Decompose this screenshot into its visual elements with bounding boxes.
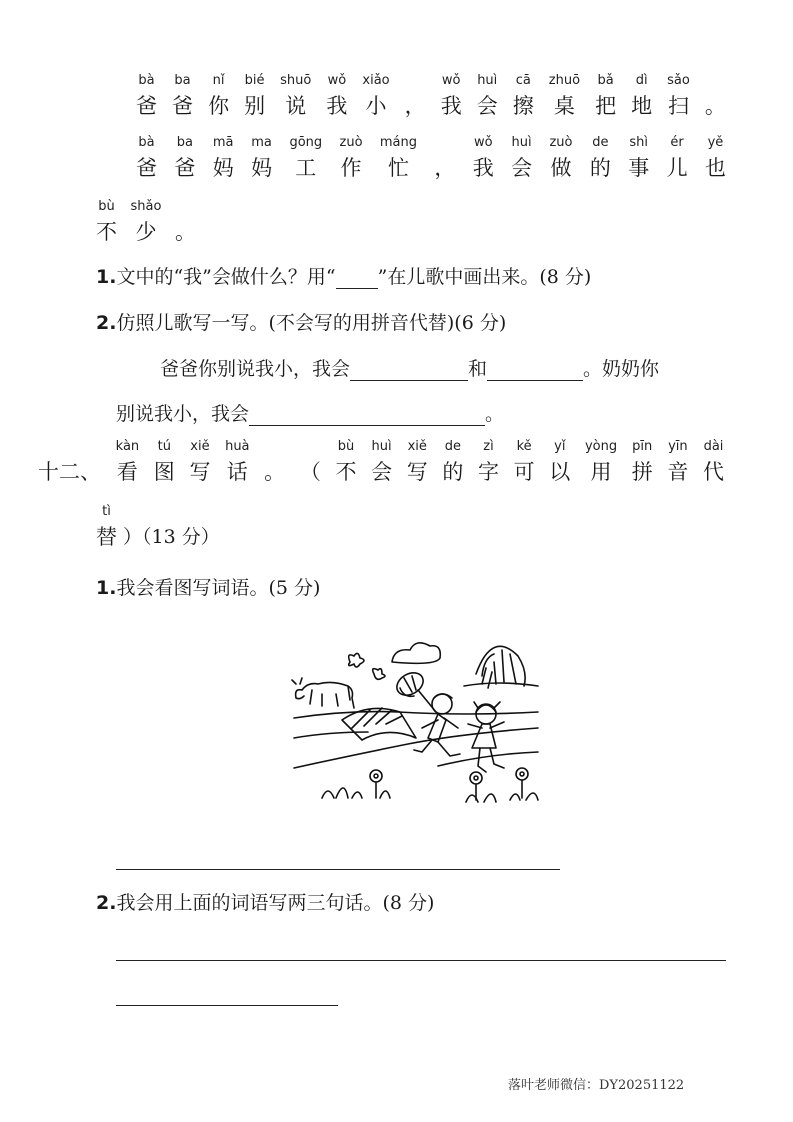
question-1: [96, 262, 591, 289]
character-cell: [380, 133, 417, 183]
character-cell: [405, 71, 426, 121]
hanzi: （: [299, 460, 321, 484]
character-cell: [513, 71, 534, 121]
pinyin: wǒ: [473, 135, 493, 150]
character-cell: [96, 197, 117, 247]
pinyin: tú: [157, 439, 171, 454]
hanzi: 擦: [512, 94, 534, 118]
hanzi: 的: [442, 460, 464, 484]
character-cell: [514, 437, 535, 487]
sub-question-1-text: 我会看图写词语。(5 分): [116, 577, 321, 599]
hanzi: 爸: [136, 156, 157, 180]
underline-sample: [336, 268, 378, 289]
character-cell: [172, 71, 193, 121]
pinyin: tì: [102, 504, 111, 519]
character-cell: [631, 71, 652, 121]
character-cell: [136, 133, 157, 183]
character-cell: [632, 437, 653, 487]
character-cell: [300, 437, 321, 487]
character-cell: [189, 437, 210, 487]
question-number: 2.: [96, 312, 117, 334]
pinyin: de: [592, 135, 609, 150]
hanzi: 妈: [212, 156, 234, 180]
character-cell: [174, 133, 195, 183]
hanzi: 爸: [136, 94, 157, 118]
character-cell: [38, 437, 101, 487]
pinyin: sǎo: [667, 73, 690, 88]
hanzi: 爸: [174, 156, 196, 180]
pinyin: bà: [138, 135, 155, 150]
pinyin: pīn: [632, 439, 653, 454]
pinyin: yòng: [584, 439, 618, 454]
hanzi: 会: [511, 156, 533, 180]
hanzi: 爸: [172, 94, 194, 118]
hanzi: ，: [434, 156, 456, 180]
character-cell: [585, 437, 617, 487]
hanzi: 会: [476, 94, 498, 118]
pinyin: bǎ: [597, 73, 614, 88]
hanzi: 。: [704, 94, 726, 118]
character-cell: [225, 437, 249, 487]
hanzi: 。: [264, 460, 286, 484]
hanzi: 拼: [631, 460, 653, 484]
pinyin: kàn: [115, 439, 140, 454]
pinyin: shuō: [280, 73, 312, 88]
character-cell: [511, 133, 532, 183]
character-cell: [362, 71, 389, 121]
question-number: 1.: [96, 577, 117, 599]
character-cell: [264, 437, 285, 487]
hanzi: 不: [96, 220, 117, 244]
question-1-text-b: ”在儿歌中画出来。(8 分): [377, 266, 592, 288]
pinyin: wǒ: [441, 73, 461, 88]
character-cell: [131, 197, 162, 247]
pinyin: zuò: [549, 135, 573, 150]
character-cell: [116, 437, 140, 487]
pinyin: xiě: [407, 439, 427, 454]
pinyin: xiǎo: [362, 73, 390, 88]
character-cell: [371, 437, 392, 487]
pinyin: bà: [138, 73, 155, 88]
pinyin: zì: [483, 439, 494, 454]
hanzi: 的: [589, 156, 611, 180]
hanzi: 图: [153, 460, 175, 484]
pinyin: zhuō: [548, 73, 581, 88]
pinyin: máng: [379, 135, 418, 150]
character-cell: [473, 133, 494, 183]
question-2: [96, 308, 506, 335]
pinyin: ér: [670, 135, 684, 150]
answer-blank-2[interactable]: [487, 360, 583, 381]
pinyin: nǐ: [212, 73, 225, 88]
character-cell: [335, 437, 356, 487]
hanzi: 我: [472, 156, 494, 180]
pinyin: huì: [477, 73, 498, 88]
pinyin: gōng: [289, 135, 323, 150]
fill-text-a: 爸爸你别说我小，我会: [160, 358, 351, 380]
pinyin: shǎo: [130, 199, 162, 214]
hanzi: 看: [116, 460, 138, 484]
character-cell: [705, 71, 726, 121]
character-cell: [549, 437, 570, 487]
hanzi: 儿: [666, 156, 688, 180]
hanzi: 代: [703, 460, 724, 484]
hanzi: 也: [704, 156, 726, 180]
character-cell: [705, 133, 726, 183]
pinyin: yě: [707, 135, 724, 150]
fill-line-1: [160, 354, 659, 381]
pinyin: bù: [337, 439, 355, 454]
poem-line-3: [96, 197, 196, 247]
hanzi: 音: [667, 460, 689, 484]
character-cell: [208, 71, 229, 121]
answer-blank-3[interactable]: [249, 405, 485, 426]
hanzi: 工: [295, 156, 317, 180]
hanzi: 你: [208, 94, 230, 118]
pinyin: ba: [174, 73, 191, 88]
fill-text-end: 。: [485, 403, 505, 425]
hanzi: 把: [595, 94, 617, 118]
character-cell: [595, 71, 616, 121]
pinyin: cā: [515, 73, 531, 88]
character-cell: [251, 133, 272, 183]
poem-line-2: [136, 133, 726, 183]
pinyin: xiě: [190, 439, 210, 454]
hanzi: 写: [406, 460, 428, 484]
character-cell: [549, 133, 572, 183]
hanzi: 做: [550, 156, 572, 180]
scene-illustration: [288, 628, 548, 808]
sub-question-2: [96, 888, 434, 915]
character-cell: [213, 133, 234, 183]
hanzi: 扫: [668, 94, 689, 118]
hanzi: 用: [590, 460, 612, 484]
pinyin: bié: [244, 73, 265, 88]
hanzi: 十二、: [38, 460, 101, 484]
hanzi: 别: [244, 94, 266, 118]
section-12-line-2: [96, 502, 220, 552]
fill-text-b: 。奶奶你: [583, 358, 660, 380]
question-1-text-a: 文中的“我”会做什么？用“: [116, 266, 336, 288]
answer-line-sentence-2[interactable]: [116, 1005, 338, 1006]
section-12-score: ）（13 分）: [123, 526, 220, 548]
fill-text-c: 别说我小，我会: [116, 403, 250, 425]
pinyin: ba: [176, 135, 193, 150]
hanzi: 可: [513, 460, 535, 484]
hanzi: 不: [335, 460, 357, 484]
section-12-line-1: [38, 437, 724, 487]
pinyin: dài: [703, 439, 724, 454]
sub-question-2-text: 我会用上面的词语写两三句话。(8 分): [116, 892, 435, 914]
pinyin: zuò: [339, 135, 363, 150]
character-cell: [549, 71, 580, 121]
character-cell: [628, 133, 649, 183]
character-cell: [326, 71, 347, 121]
poem-line-1: [136, 71, 726, 121]
hanzi: 少: [135, 220, 157, 244]
pinyin: bù: [98, 199, 115, 214]
hanzi: 我: [326, 94, 348, 118]
character-cell: [667, 71, 690, 121]
hanzi: 妈: [251, 156, 273, 180]
hanzi: 。: [175, 220, 196, 244]
hanzi: 事: [628, 156, 650, 180]
hanzi: 会: [371, 460, 393, 484]
character-cell: [280, 71, 311, 121]
answer-blank-1[interactable]: [350, 360, 468, 381]
character-cell: [434, 133, 455, 183]
pinyin: shì: [629, 135, 649, 150]
character-cell: [477, 71, 498, 121]
pinyin: huì: [371, 439, 392, 454]
character-cell: [590, 133, 611, 183]
question-number: 2.: [96, 892, 117, 914]
character-cell: [407, 437, 428, 487]
character-cell: [244, 71, 265, 121]
hanzi: 以: [549, 460, 571, 484]
fill-text-he: 和: [468, 358, 488, 380]
hanzi: 我: [440, 94, 462, 118]
question-2-text: 仿照儿歌写一写。(不会写的用拼音代替)(6 分): [116, 312, 507, 334]
character-cell: [136, 71, 157, 121]
hanzi: 字: [478, 460, 500, 484]
hanzi: 替: [96, 525, 117, 549]
hanzi: 桌: [553, 94, 575, 118]
pinyin: ma: [251, 135, 272, 150]
pinyin: huà: [225, 439, 250, 454]
pinyin: huì: [511, 135, 532, 150]
hanzi: 忙: [387, 156, 409, 180]
fill-line-2: [116, 399, 504, 426]
pinyin: kě: [516, 439, 532, 454]
hanzi: 作: [340, 156, 362, 180]
question-number: 1.: [96, 266, 117, 288]
pinyin: yīn: [668, 439, 688, 454]
character-cell: [154, 437, 175, 487]
character-cell: [442, 437, 463, 487]
character-cell: [478, 437, 499, 487]
character-cell: [441, 71, 462, 121]
character-cell: [340, 133, 363, 183]
hanzi: ，: [404, 94, 426, 118]
watermark-text: 落叶老师微信：DY20251122: [508, 1078, 685, 1093]
hanzi: 地: [631, 94, 653, 118]
answer-line-words[interactable]: [116, 869, 560, 870]
character-cell: [667, 133, 688, 183]
answer-line-sentence-1[interactable]: [116, 960, 726, 961]
pinyin: de: [444, 439, 461, 454]
character-cell: [175, 197, 196, 247]
sub-question-1: [96, 573, 320, 600]
hanzi: 说: [285, 94, 307, 118]
character-cell: [667, 437, 688, 487]
pinyin: yǐ: [554, 439, 566, 454]
character-cell: [703, 437, 724, 487]
pinyin: wǒ: [327, 73, 347, 88]
pinyin: mā: [212, 135, 234, 150]
hanzi: 话: [226, 460, 248, 484]
pinyin: dì: [635, 73, 648, 88]
hanzi: 写: [189, 460, 211, 484]
hanzi: 小: [365, 94, 387, 118]
character-cell: [289, 133, 322, 183]
